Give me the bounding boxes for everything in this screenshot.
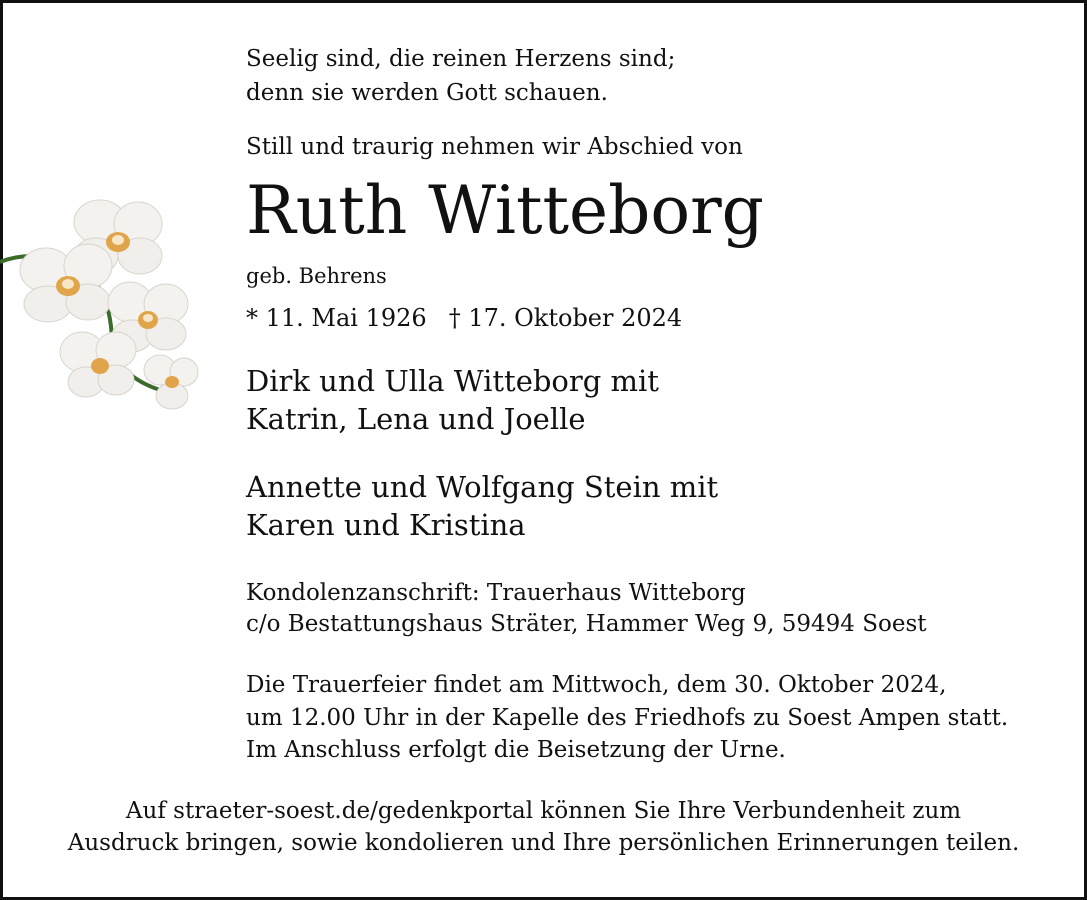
address-line-1: Kondolenzanschrift: Trauerhaus Witteborg bbox=[246, 580, 746, 606]
verse-line-1: Seelig sind, die reinen Herzens sind; bbox=[246, 46, 676, 72]
service-line-1: Die Trauerfeier findet am Mittwoch, dem 30. Oktober 2024, bbox=[246, 672, 947, 698]
family-2-line-2: Karen und Kristina bbox=[246, 508, 526, 542]
death-date: † 17. Oktober 2024 bbox=[448, 304, 683, 332]
family-1-line-1: Dirk und Ulla Witteborg mit bbox=[246, 364, 659, 398]
footer-line-1: Auf straeter-soest.de/gedenkportal können Sie Ihre Verbundenheit zum bbox=[125, 798, 962, 824]
orchid-icon bbox=[0, 190, 210, 420]
family-2-line-1: Annette und Wolfgang Stein mit bbox=[246, 470, 719, 504]
service-line-3: Im Anschluss erfolgt die Beisetzung der Urne. bbox=[246, 737, 786, 763]
service-line-2: um 12.00 Uhr in der Kapelle des Friedhofs zu Soest Ampen statt. bbox=[246, 705, 1009, 731]
life-dates bbox=[246, 304, 682, 332]
verse-line-2: denn sie werden Gott schauen. bbox=[246, 80, 608, 106]
birth-date: * 11. Mai 1926 bbox=[246, 304, 427, 332]
address-line-2: c/o Bestattungshaus Sträter, Hammer Weg 9, 59494 Soest bbox=[246, 611, 927, 637]
deceased-name: Ruth Witteborg bbox=[246, 172, 764, 249]
intro-text: Still und traurig nehmen wir Abschied von bbox=[246, 134, 743, 160]
footer-line-2: Ausdruck bringen, sowie kondolieren und Ihre persönlichen Erinnerungen teilen. bbox=[67, 830, 1020, 856]
family-1-line-2: Katrin, Lena und Joelle bbox=[246, 402, 586, 436]
birth-name: geb. Behrens bbox=[246, 264, 387, 288]
